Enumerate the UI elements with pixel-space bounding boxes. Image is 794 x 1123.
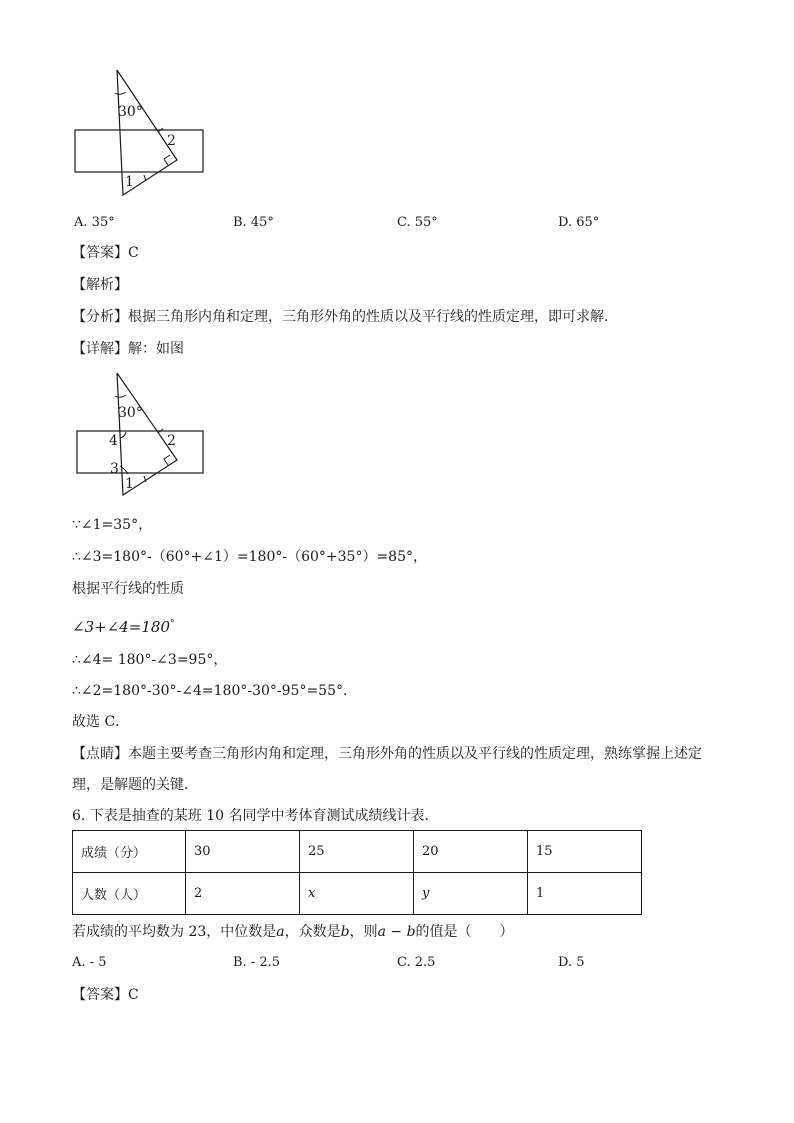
solution-line-4: ∠3+∠4=180° xyxy=(72,618,175,636)
q6-answer: 【答案】C xyxy=(72,987,139,1003)
label-30: 30° xyxy=(118,104,143,120)
analysis-header: 【解析】 xyxy=(72,277,128,293)
solution-line-3: 根据平行线的性质 xyxy=(72,581,184,597)
table-cell: 25 xyxy=(300,831,414,873)
q6-option-b: B. - 2.5 xyxy=(233,955,281,970)
analysis-line: 【分析】根据三角形内角和定理，三角形外角的性质以及平行线的性质定理，即可求解． xyxy=(72,309,618,325)
comment-line-1: 【点睛】本题主要考查三角形内角和定理，三角形外角的性质以及平行线的性质定理，熟练掌握上述定 xyxy=(72,746,702,762)
table-cell: 20 xyxy=(414,831,528,873)
label-3: 3 xyxy=(110,461,119,477)
label-4: 4 xyxy=(109,433,118,449)
triangle-figure-1 xyxy=(70,65,215,200)
answer-line: 【答案】C xyxy=(72,245,139,261)
q6-stem: 6. 下表是抽查的某班 10 名同学中考体育测试成绩线计表． xyxy=(72,808,439,824)
solution-line-5: ∴∠4= 180°-∠3=95°， xyxy=(72,652,228,668)
table-cell: y xyxy=(414,873,528,915)
q6-option-d: D. 5 xyxy=(558,955,585,970)
q6-question: 若成绩的平均数为 23，中位数是a，众数是b，则a − b的值是（ ） xyxy=(72,924,514,940)
label-1: 1 xyxy=(125,476,134,492)
table-cell: 1 xyxy=(528,873,642,915)
solution-line-7: 故选 C． xyxy=(72,714,130,730)
rectangle-strip xyxy=(77,431,203,473)
label-2: 2 xyxy=(167,433,176,449)
q6-option-c: C. 2.5 xyxy=(397,955,436,970)
option-b: B. 45° xyxy=(233,215,274,230)
option-a: A. 35° xyxy=(74,215,115,230)
table-row xyxy=(73,873,642,915)
solution-line-2: ∴∠3=180°-（60°+∠1）=180°-（60°+35°）=85°， xyxy=(72,549,427,565)
table-cell: 15 xyxy=(528,831,642,873)
option-c: C. 55° xyxy=(397,215,438,230)
angle-arc-top xyxy=(115,395,126,397)
solution-line-1: ∵∠1=35°， xyxy=(72,517,153,533)
rectangle-strip xyxy=(75,130,203,172)
table-row xyxy=(73,831,642,873)
table-cell: 人数（人） xyxy=(73,873,186,915)
right-angle-mark xyxy=(164,155,170,165)
triangle-figure-2 xyxy=(70,368,215,503)
table-cell: 成绩（分） xyxy=(73,831,186,873)
label-2: 2 xyxy=(167,133,176,149)
table-cell: 2 xyxy=(186,873,300,915)
right-angle-mark xyxy=(164,455,170,465)
comment-line-2: 理，是解题的关键． xyxy=(72,777,198,793)
table-cell: 30 xyxy=(186,831,300,873)
solution-line-6: ∴∠2=180°-30°-∠4=180°-30°-95°=55°． xyxy=(72,683,357,699)
q6-option-a: A. - 5 xyxy=(72,955,107,970)
scores-table xyxy=(72,830,642,915)
detail-line: 【详解】解：如图 xyxy=(72,341,184,357)
degree-sup: ° xyxy=(170,619,175,629)
option-d: D. 65° xyxy=(558,215,600,230)
table-cell: x xyxy=(300,873,414,915)
label-30: 30° xyxy=(118,405,143,421)
angle-arc-top xyxy=(115,92,126,94)
label-1: 1 xyxy=(125,174,134,190)
angle-arc-4 xyxy=(120,432,126,438)
